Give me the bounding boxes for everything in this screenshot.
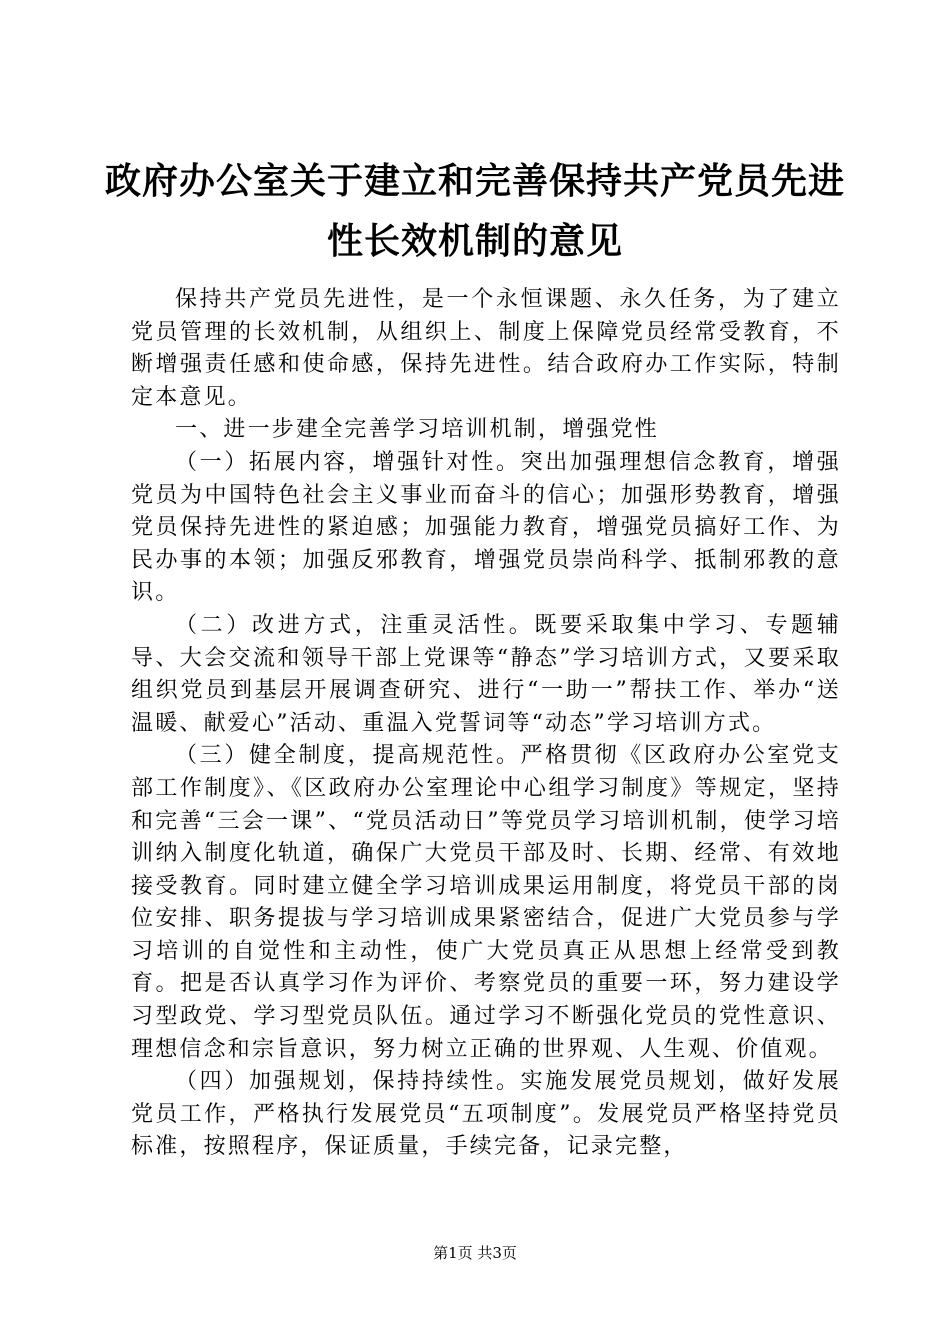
paragraph-item-3: （三）健全制度，提高规范性。严格贯彻《区政府办公室党支部工作制度》、《区政府办公室理论中心组学习制度》等规定，坚持和完善“三会一课”、“党员活动日”等党员学习培训机制，使学习培训纳入制度化轨道，确保广大党员干部及时、长期、经常、有效地接受教育。同时建立健全学习培训成果运用制度，将党员干部的岗位安排、职务提拔与学习培训成果紧密结合，促进广大党员参与学习培训的自觉性和主动性，使广大党员真正从思想上经常受到教育。把是否认真学习作为评价、考察党员的重要一环，努力建设学习型政党、学习型党员队伍。通过学习不断强化党员的党性意识、理想信念和宗旨意识，努力树立正确的世界观、人生观、价值观。 <box>131 743 841 1062</box>
paragraph-intro: 保持共产党员先进性，是一个永恒课题、永久任务，为了建立党员管理的长效机制，从组织上、制度上保障党员经常受教育，不断增强责任感和使命感，保持先进性。结合政府办工作实际，特制定本意见。 <box>131 287 841 410</box>
paragraph-item-4: （四）加强规划，保持持续性。实施发展党员规划，做好发展党员工作，严格执行发展党员“五项制度”。发展党员严格坚持党员标准，按照程序，保证质量，手续完备，记录完整， <box>131 1069 841 1160</box>
document-body <box>131 284 841 1164</box>
page-footer: 第1页 共3页 <box>433 1244 517 1262</box>
section-heading-1: 一、进一步建全完善学习培训机制，增强党性 <box>175 417 660 443</box>
paragraph-item-1: （一）拓展内容，增强针对性。突出加强理想信念教育，增强党员为中国特色社会主义事业而奋斗的信心；加强形势教育，增强党员保持先进性的紧迫感；加强能力教育，增强党员搞好工作、为民办事的本领；加强反邪教育，增强党员崇尚科学、抵制邪教的意识。 <box>131 449 841 606</box>
paragraph-item-2: （二）改进方式，注重灵活性。既要采取集中学习、专题辅导、大会交流和领导干部上党课等“静态”学习培训方式，又要采取组织党员到基层开展调查研究、进行“一助一”帮扶工作、举办“送温暖、献爱心”活动、重温入党誓词等“动态”学习培训方式。 <box>131 612 841 736</box>
document-title-line-1: 政府办公室关于建立和完善保持共产党员先进 <box>104 161 845 202</box>
document-title-line-2: 性长效机制的意见 <box>326 221 623 262</box>
